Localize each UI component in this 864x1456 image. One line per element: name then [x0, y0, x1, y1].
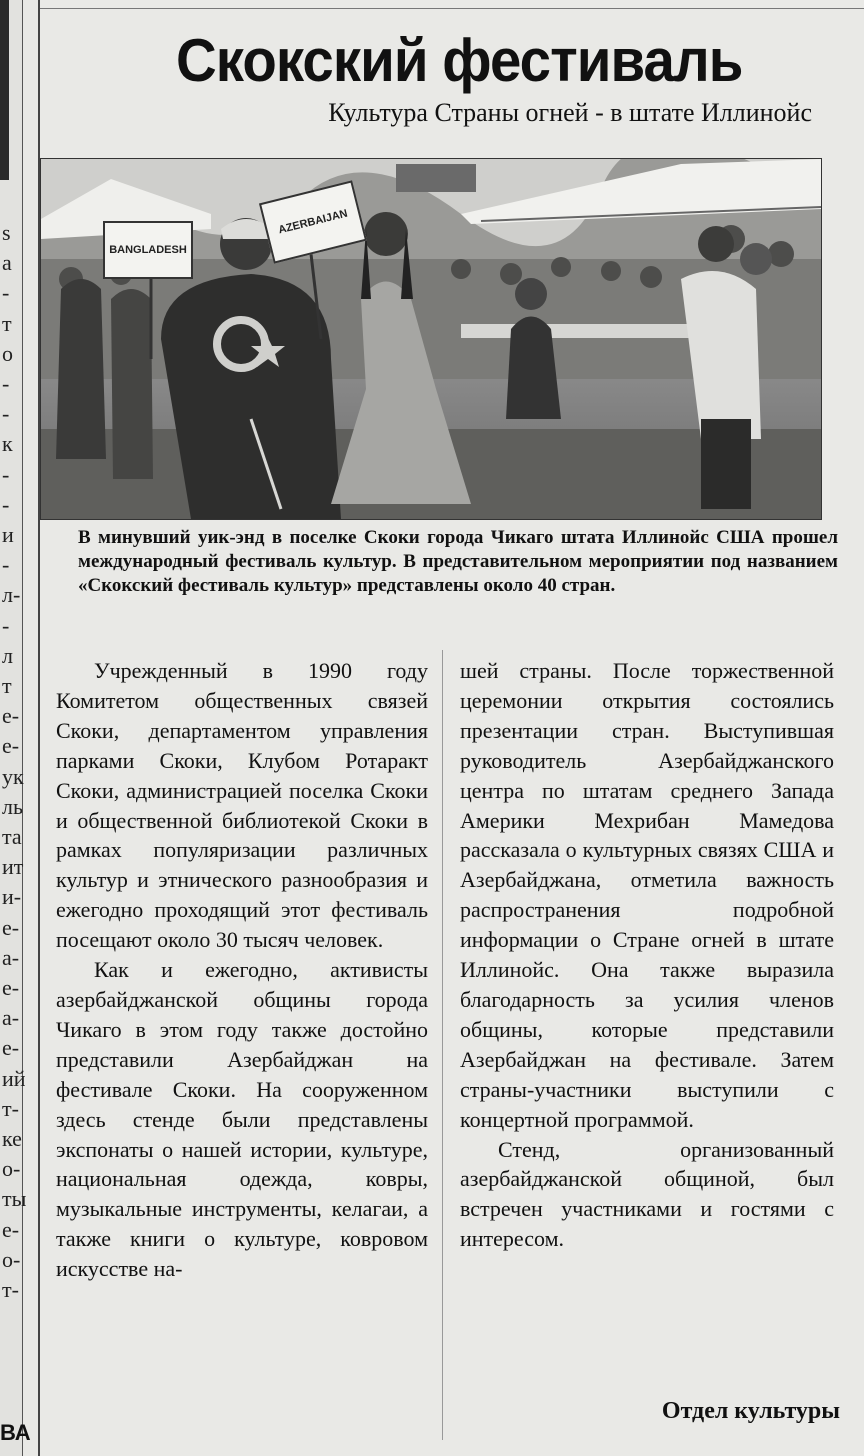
adjacent-text-fragment: ль [2, 793, 24, 819]
adjacent-text-fragment: та [2, 824, 22, 849]
adjacent-text-fragment: е- [2, 1216, 20, 1242]
adjacent-text-fragment: т- [2, 1277, 19, 1302]
adjacent-text-fragment: - [2, 280, 10, 306]
sign-bangladesh: BANGLADESH [103, 221, 193, 279]
adjacent-text-fragment: - [2, 401, 10, 427]
adjacent-text-fragment: - [2, 552, 10, 578]
adjacent-text-fragment: а- [2, 944, 20, 970]
adjacent-text-fragment: и [2, 522, 14, 547]
adjacent-text-fragment: ук [2, 763, 24, 789]
adjacent-text-fragment: к [2, 431, 13, 457]
adjacent-text-fragment: т [2, 310, 12, 336]
adjacent-text-fragment: а- [2, 1005, 20, 1031]
adjacent-text-fragment: е- [2, 1035, 20, 1061]
adjacent-text-fragment: ит [2, 854, 24, 880]
paragraph: Стенд, организованный азербайджанской общиной, был встречен участниками и гостями с интересом. [460, 1136, 834, 1252]
festival-photo [40, 158, 822, 520]
headline: Скокский фестиваль [176, 27, 743, 94]
festival-photo-illustration [41, 159, 821, 519]
article-column-left [56, 656, 428, 1284]
adjacent-text-fragment: - [2, 371, 10, 396]
sign-azerbaijan: AZERBAIJAN [259, 180, 367, 263]
paragraph: шей страны. После торжественной церемонии открытия состоялись презентации стран. Выступившая руководитель Азербайджанского центра по штатам среднего Запада Америки Мехрибан Мамедова рассказала о культурных связях США и Азербайджана, отметила важность распространения подробной информации о Стране огней в штате Иллинойс. Она также выразила благодарность за усилия членов общины, которые представили Азербайджан на фестивале. Затем страны-участники выступили с концертной программой. [460, 658, 834, 1132]
adjacent-text-fragment: л- [2, 582, 21, 608]
adjacent-text-fragment: ке [2, 1126, 22, 1151]
adjacent-text-fragment: и- [2, 884, 22, 910]
adjacent-text-fragment: е- [2, 914, 20, 940]
adjacent-text-fragment: е- [2, 733, 20, 759]
article-column-right [460, 656, 834, 1254]
adjacent-text-fragment: о [2, 340, 13, 366]
adjacent-text-fragment: - [2, 461, 10, 487]
adjacent-text-fragment: о- [2, 1246, 21, 1272]
subtitle: Культура Страны огней - в штате Иллинойс [328, 98, 812, 127]
adjacent-text-fragment: т [2, 673, 12, 698]
adjacent-text-fragment: s [2, 220, 11, 245]
column-gutter [442, 650, 443, 1440]
adjacent-text-fragment: - [2, 491, 10, 517]
adjacent-text-fragment: ты [2, 1186, 27, 1212]
adjacent-photo-edge [0, 0, 9, 180]
adjacent-text-fragment: о- [2, 1156, 21, 1182]
photo-caption: В минувший уик-энд в поселке Скоки города Чикаго штата Иллинойс США прошел международный фестиваль культур. В представительном мероприятии под названием «Скокский фестиваль культур» представлены около 40 стран. [78, 527, 838, 596]
paragraph: Учрежденный в 1990 году Комитетом общественных связей Скоки, департаментом управления парками Скоки, Клубом Ротаракт Скоки, администрацией поселка Скоки и общественной библиотекой Скоки в рамках популяризации различных культур и этнического разнообразия и ежегодно проходящий этот фестиваль посещают около 30 тысяч человек. [56, 658, 428, 953]
adjacent-text-fragment: е- [2, 975, 20, 1000]
top-rule [40, 8, 864, 9]
byline: Отдел культуры [661, 1398, 840, 1424]
adjacent-text-fragment: a [2, 250, 12, 276]
adjacent-text-fragment: л [2, 642, 13, 668]
adjacent-column-strip [0, 0, 31, 1456]
adjacent-text-fragment: ий [2, 1065, 26, 1091]
adjacent-footer-fragment: ВА [0, 1420, 31, 1445]
paragraph: Как и ежегодно, активисты азербайджанской общины города Чикаго в этом году также достойно представили Азербайджан на фестивале Скоки. На сооруженном здесь стенде были представлены экспонаты о нашей истории, культуре, национальная одежда, ковры, музыкальные инструменты, келагаи, а также книги о культуре, ковровом искусстве на- [56, 957, 428, 1282]
adjacent-text-fragment: - [2, 612, 10, 638]
adjacent-text-fragment: т- [2, 1095, 19, 1121]
adjacent-text-fragment: е- [2, 703, 20, 729]
